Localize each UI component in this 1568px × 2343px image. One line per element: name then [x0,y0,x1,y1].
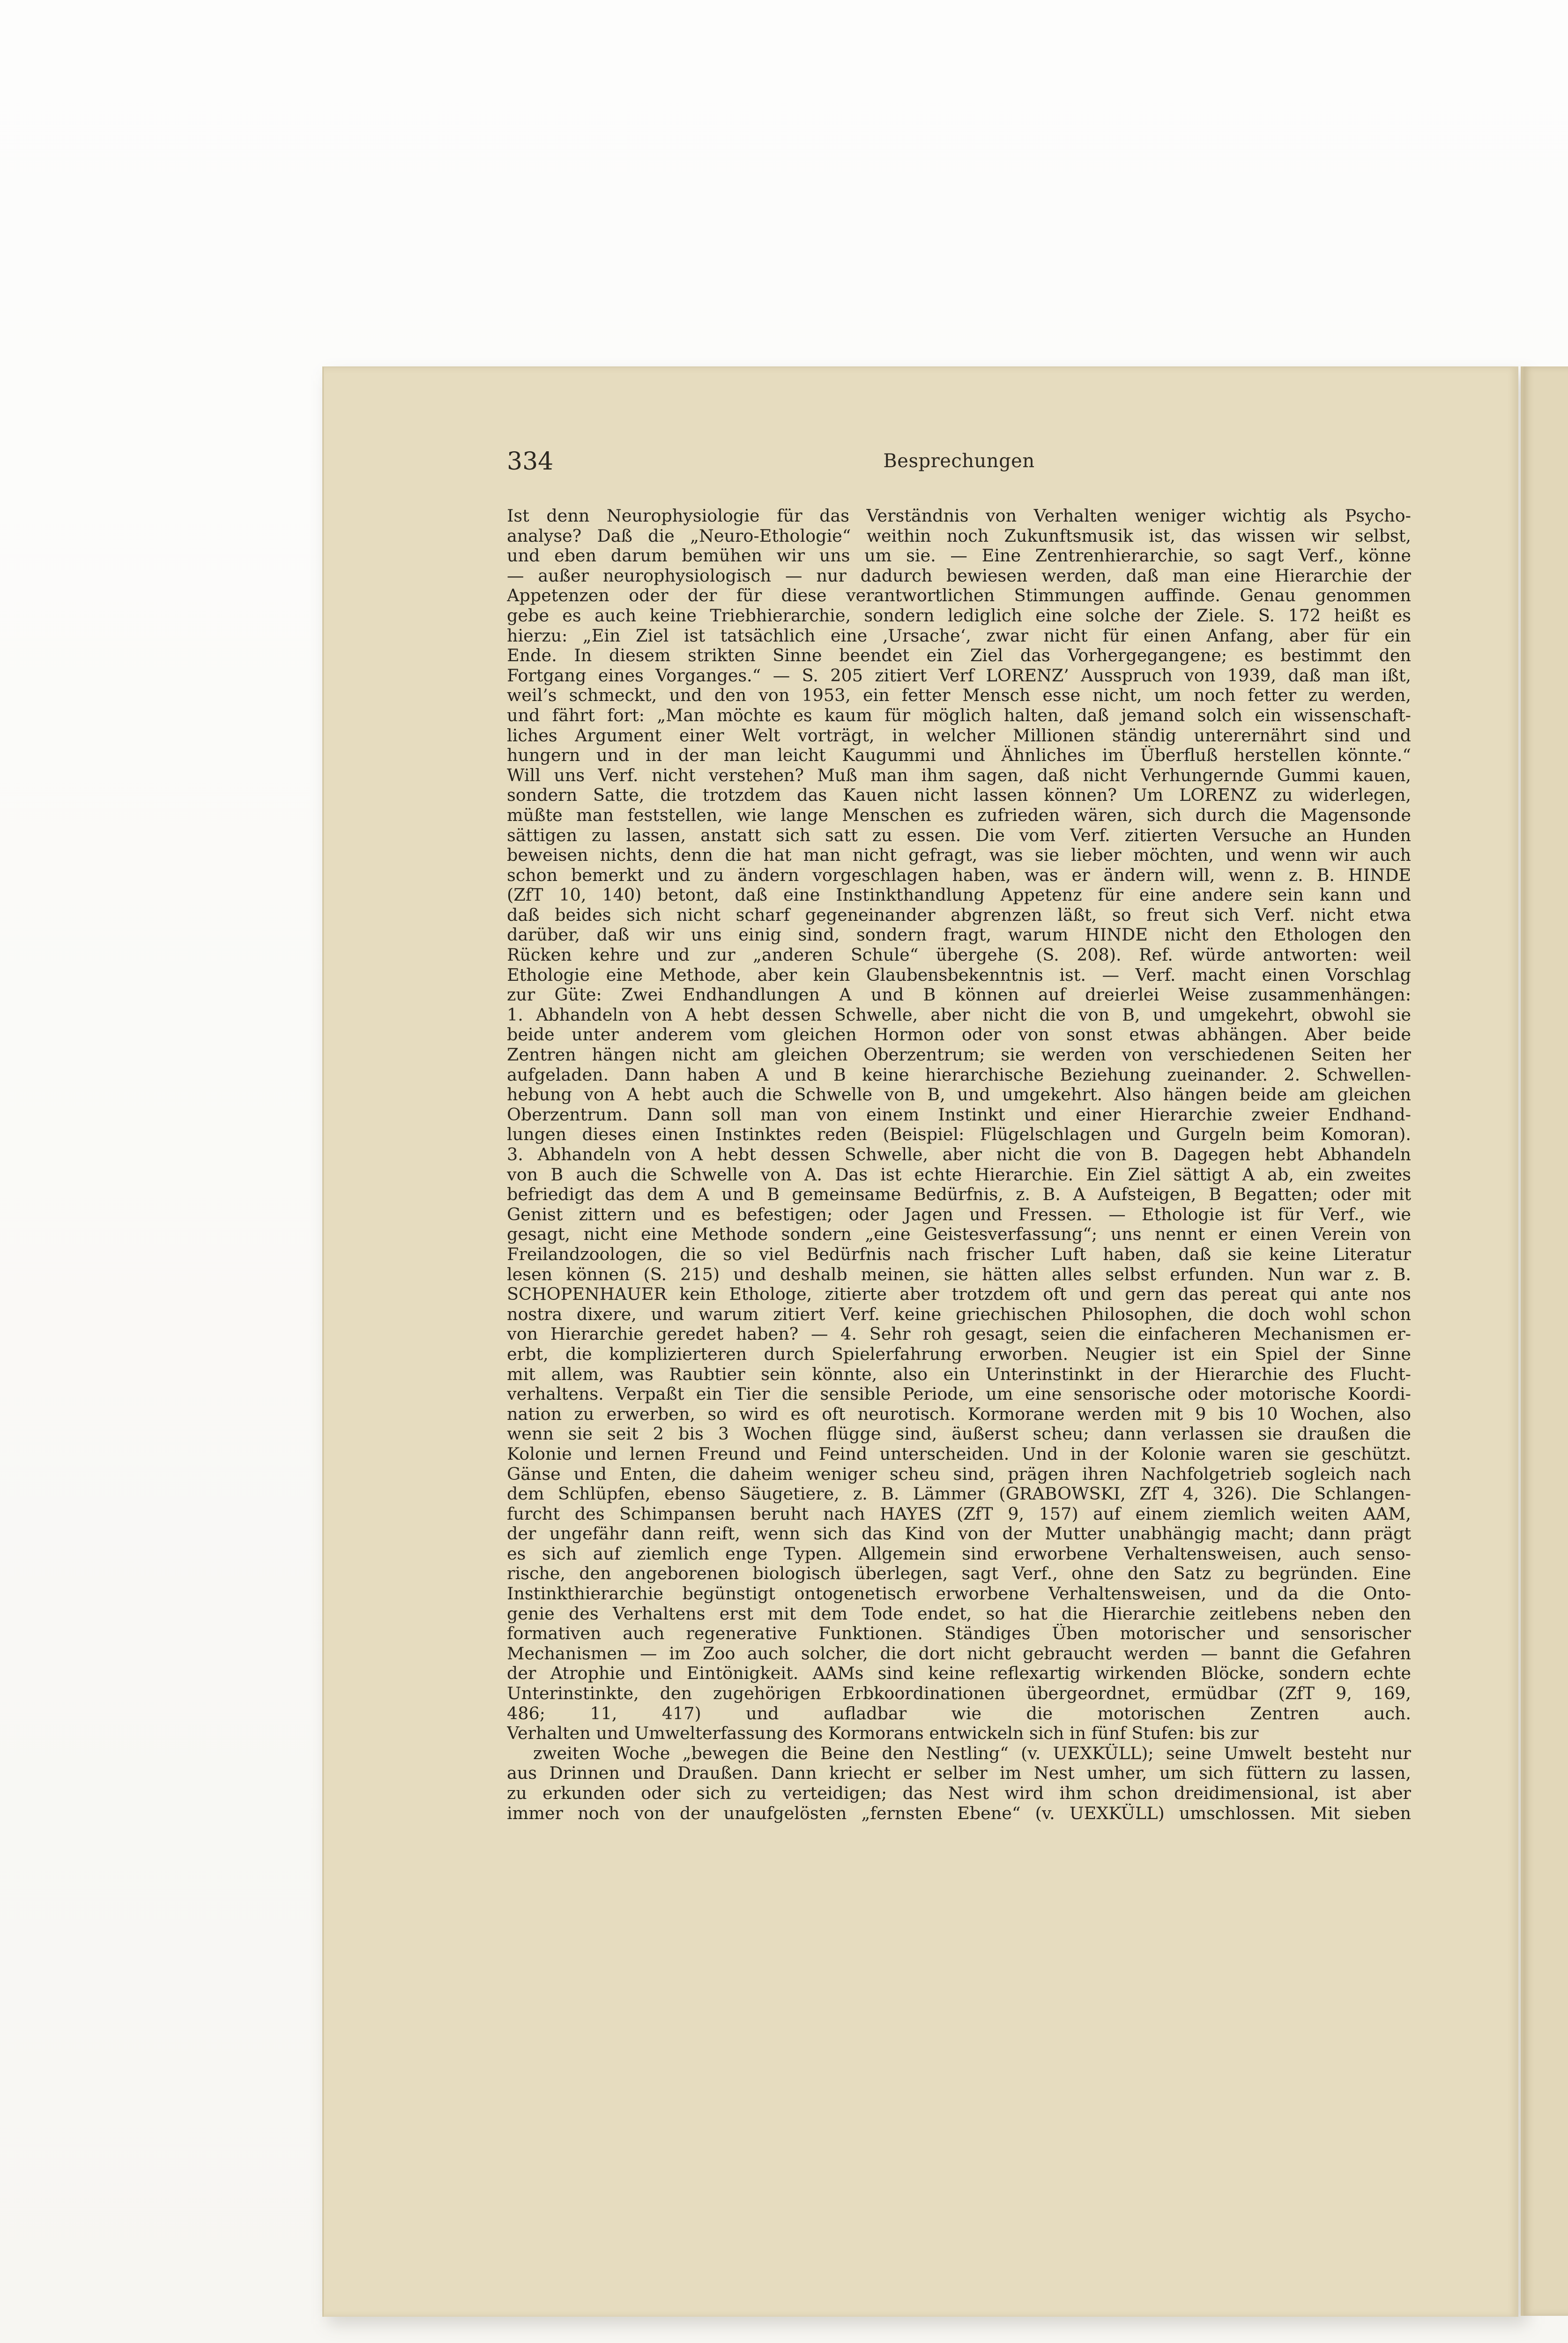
text-line: rische, den angeborenen biologisch überlegen, sagt Verf., ohne den Satz zu begründen. Eine [507,1564,1411,1584]
text-line: zur Güte: Zwei Endhandlungen A und B können auf dreierlei Weise zusammenhängen: [507,985,1411,1005]
text-line: hebung von A hebt auch die Schwelle von B, und umgekehrt. Also hängen beide am gleichen [507,1085,1411,1105]
text-line: Verhalten und Umwelterfassung des Kormorans entwickeln sich in fünf Stufen: bis zur [507,1724,1259,1744]
text-line [507,1823,1411,1843]
text-line: und fährt fort: „Man möchte es kaum für möglich halten, daß jemand solch ein wissenschaft- [507,705,1411,725]
section-title: Besprechungen [883,450,1035,472]
text-line: zweiten Woche „bewegen die Beine den Nestling“ (v. UEXKÜLL); seine Umwelt besteht nur [533,1743,1411,1763]
text-line: Ethologie eine Methode, aber kein Glaubensbekenntnis ist. — Verf. macht einen Vorschlag [507,965,1411,985]
text-line: Mechanismen — im Zoo auch solcher, die dort nicht gebraucht werden — bannt die Gefahren [507,1643,1411,1664]
text-line: zu erkunden oder sich zu verteidigen; das Nest wird ihm schon dreidimensional, ist aber [507,1783,1411,1803]
text-line: beweisen nichts, denn die hat man nicht gefragt, was sie lieber möchten, und wenn wir auch [507,845,1411,866]
text-line: daß beides sich nicht scharf gegeneinander abgrenzen läßt, so freut sich Verf. nicht etwa [507,905,1411,925]
text-line: beide unter anderem vom gleichen Hormon oder von sonst etwas abhängen. Aber beide [507,1025,1411,1045]
text-line: 3. Abhandeln von A hebt dessen Schwelle, aber nicht die von B. Dagegen hebt Abhandeln [507,1145,1411,1164]
text-line: furcht des Schimpansen beruht nach HAYES (ZfT 9, 157) auf einem ziemlich weiten AAM, [507,1504,1411,1524]
text-line: von Hierarchie geredet haben? — 4. Sehr roh gesagt, seien die einfacheren Mechanismen er- [507,1324,1411,1344]
text-line: liches Argument einer Welt vorträgt, in welcher Millionen ständig unterernährt sind und [507,725,1411,746]
text-line: Freilandzoologen, die so viel Bedürfnis nach frischer Luft haben, daß sie keine Literatur [507,1244,1411,1264]
text-line: wenn sie seit 2 bis 3 Wochen flügge sind, äußerst scheu; dann verlassen sie draußen die [507,1424,1411,1444]
text-line: Zentren hängen nicht am gleichen Oberzentrum; sie werden von verschiedenen Seiten her [507,1045,1411,1065]
text-line: müßte man feststellen, wie lange Menschen es zufrieden wären, sich durch die Magensonde [507,805,1411,825]
text-line: Ist denn Neurophysiologie für das Verständnis von Verhalten weniger wichtig als Psycho- [507,506,1411,526]
text-line: und eben darum bemühen wir uns um sie. — Eine Zentrenhierarchie, so sagt Verf., könne [507,546,1411,566]
text-line: verhaltens. Verpaßt ein Tier die sensible Periode, um eine sensorische oder motorische Koordi- [507,1384,1411,1404]
text-line: von B auch die Schwelle von A. Das ist echte Hierarchie. Ein Ziel sättigt A ab, ein zweites [507,1164,1411,1185]
text-line: gebe es auch keine Triebhierarchie, sondern lediglich eine solche der Ziele. S. 172 heißt es [507,605,1411,626]
text-line: schon bemerkt und zu ändern vorgeschlagen haben, was er ändern will, wenn z. B. HINDE [507,865,1411,885]
text-line: weil’s schmeckt, und den von 1953, ein fetter Mensch esse nicht, um noch fetter zu werden, [507,686,1411,706]
text-line: — außer neurophysiologisch — nur dadurch bewiesen werden, daß man eine Hierarchie der [507,566,1411,586]
text-line: formativen auch regenerative Funktionen. Ständiges Üben motorischer und sensorischer [507,1624,1411,1644]
text-line: Appetenzen oder der für diese verantwortlichen Stimmungen auffinde. Genau genommen [507,586,1411,606]
text-line: Gänse und Enten, die daheim weniger scheu sind, prägen ihren Nachfolgetrieb sogleich nach [507,1464,1411,1484]
text-line: 1. Abhandeln von A hebt dessen Schwelle, aber nicht die von B, und umgekehrt, obwohl sie [507,1005,1411,1025]
page-number: 334 [507,448,554,476]
text-line: sättigen zu lassen, anstatt sich satt zu essen. Die vom Verf. zitierten Versuche an Hunden [507,825,1411,845]
text-line: Kolonie und lernen Freund und Feind unterscheiden. Und in der Kolonie waren sie geschützt. [507,1444,1411,1464]
text-line: immer noch von der unaufgelösten „fernsten Ebene“ (v. UEXKÜLL) umschlossen. Mit sieben [507,1803,1411,1823]
text-line: mit allem, was Raubtier sein könnte, also ein Unterinstinkt in der Hierarchie des Flucht- [507,1364,1411,1384]
text-line: lungen dieses einen Instinktes reden (Beispiel: Flügelschlagen und Gurgeln beim Komoran). [507,1125,1411,1145]
text-line: gesagt, nicht eine Methode sondern „eine Geistesverfassung“; uns nennt er einen Verein von [507,1224,1411,1245]
text-line: darüber, daß wir uns einig sind, sondern fragt, warum HINDE nicht den Ethologen den [507,925,1411,945]
text-line: Fortgang eines Vorganges.“ — S. 205 zitiert Verf LORENZ’ Ausspruch von 1939, daß man ißt, [507,665,1411,686]
text-line: Ende. In diesem strikten Sinne beendet ein Ziel das Vorhergegangene; es bestimmt den [507,646,1411,666]
next-page-edge [1521,366,1568,2316]
text-line: es sich auf ziemlich enge Typen. Allgemein sind erworbene Verhaltensweisen, auch senso- [507,1544,1411,1564]
text-line: (ZfT 10, 140) betont, daß eine Instinkthandlung Appetenz für eine andere sein kann und [507,885,1411,905]
running-head [507,448,1411,480]
text-line: Will uns Verf. nicht verstehen? Muß man ihm sagen, daß nicht Verhungernde Gummi kauen, [507,765,1411,785]
text-line: Oberzentrum. Dann soll man von einem Instinkt und einer Hierarchie zweier Endhand- [507,1104,1411,1125]
text-line: hungern und in der man leicht Kaugummi und Ähnliches im Überfluß herstellen könnte.“ [507,746,1411,766]
text-line: befriedigt das dem A und B gemeinsame Bedürfnis, z. B. A Aufsteigen, B Begatten; oder mit [507,1185,1411,1205]
text-line: Genist zittern und es befestigen; oder Jagen und Fressen. — Ethologie ist für Verf., wie [507,1204,1411,1224]
text-line: aufgeladen. Dann haben A und B keine hierarchische Beziehung zueinander. 2. Schwellen- [507,1065,1411,1085]
text-line: nostra dixere, und warum zitiert Verf. keine griechischen Philosophen, die doch wohl schon [507,1304,1411,1324]
review-text [507,506,1411,1843]
text-line: lesen können (S. 215) und deshalb meinen, sie hätten alles selbst erfunden. Nun war z. B. [507,1264,1411,1284]
text-line: Instinkthierarchie begünstigt ontogenetisch erworbene Verhaltensweisen, und da die Onto- [507,1584,1411,1604]
text-line: erbt, die komplizierteren durch Spielerfahrung erworben. Neugier ist ein Spiel der Sinne [507,1344,1411,1364]
text-line: Rücken kehre und zur „anderen Schule“ übergehe (S. 208). Ref. würde antworten: weil [507,945,1411,965]
text-line: dem Schlüpfen, ebenso Säugetiere, z. B. Lämmer (GRABOWSKI, ZfT 4, 326). Die Schlangen- [507,1484,1411,1504]
text-line: der Atrophie und Eintönigkeit. AAMs sind keine reflexartig wirkenden Blöcke, sondern echte [507,1664,1411,1684]
text-line: sondern Satte, die trotzdem das Kauen nicht lassen können? Um LORENZ zu widerlegen, [507,785,1411,806]
text-line: analyse? Daß die „Neuro-Ethologie“ weithin noch Zukunftsmusik ist, das wissen wir selbst, [507,526,1411,546]
text-line: nation zu erwerben, so wird es oft neurotisch. Kormorane werden mit 9 bis 10 Wochen, also [507,1404,1411,1424]
text-line: der ungefähr dann reift, wenn sich das Kind von der Mutter unabhängig macht; dann prägt [507,1524,1411,1544]
text-line: SCHOPENHAUER kein Ethologe, zitierte aber trotzdem oft und gern das pereat qui ante nos [507,1284,1411,1305]
text-line: 486; 11, 417) und aufladbar wie die motorischen Zentren auch. [507,1703,1411,1724]
text-line: aus Drinnen und Draußen. Dann kriecht er selber im Nest umher, um sich füttern zu lassen, [507,1763,1411,1783]
text-line: genie des Verhaltens erst mit dem Tode endet, so hat die Hierarchie zeitlebens neben den [507,1604,1411,1624]
text-line: Unterinstinkte, den zugehörigen Erbkoordinationen übergeordnet, ermüdbar (ZfT 9, 169, [507,1684,1411,1704]
text-line: hierzu: „Ein Ziel ist tatsächlich eine ‚Ursache‘, zwar nicht für einen Anfang, aber für ein [507,626,1411,646]
